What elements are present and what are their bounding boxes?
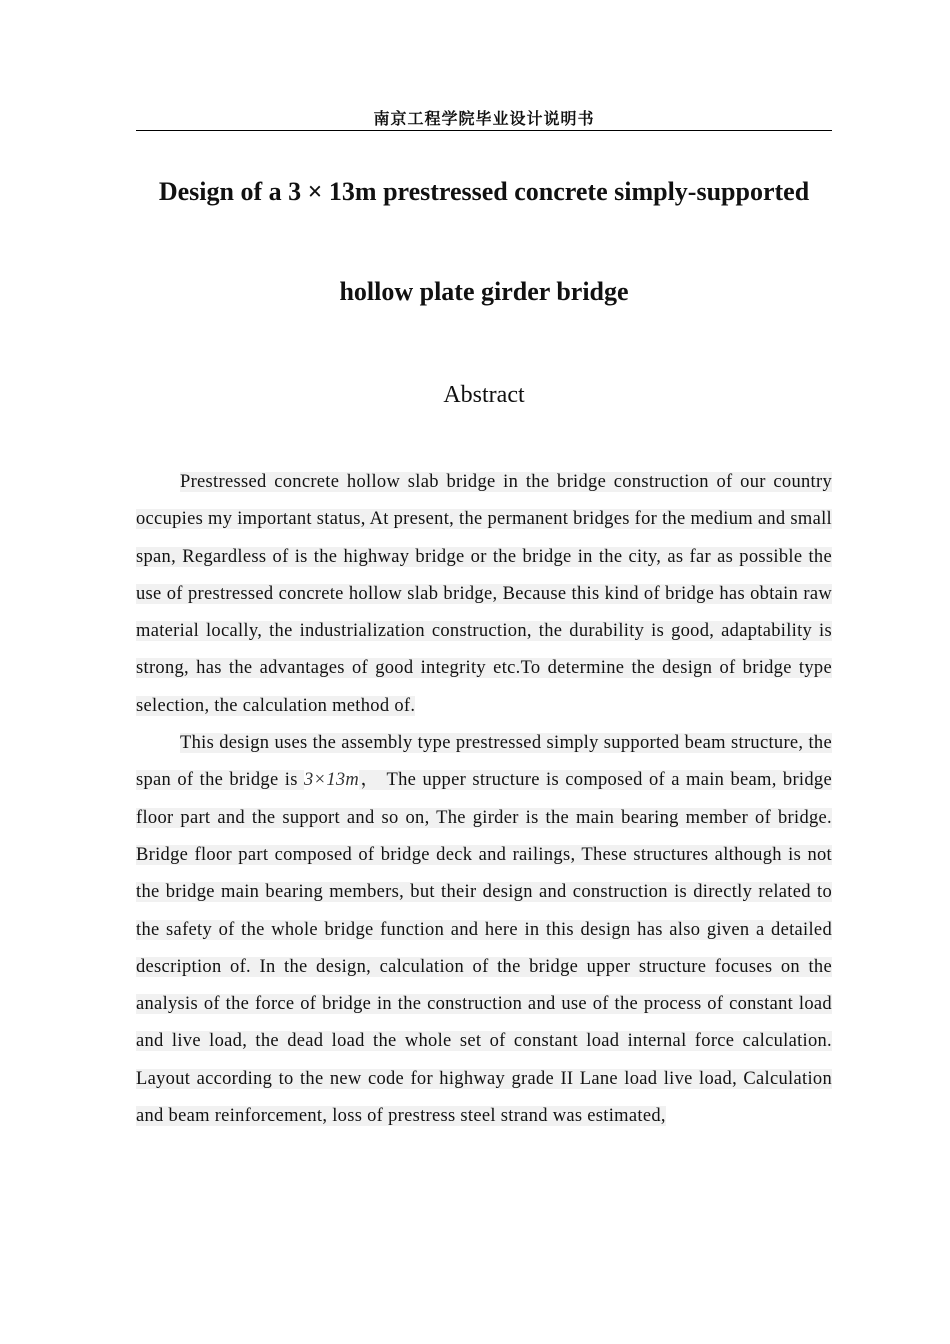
abstract-heading: Abstract <box>443 382 525 408</box>
abstract-paragraph-1-text: Prestressed concrete hollow slab bridge in the bridge construction of our country occupies my important status, At present, the permanent bridges for the medium and small span, Regardless of is the highway bridge or the bridge in the city, as far as possible the use of prestressed concrete hollow slab bridge, Because this kind of bridge has obtain raw material locally, the industrialization construction, the durability is good, adaptability is strong, has the advantages of good integrity etc.To determine the design of bridge type selection, the calculation method of. <box>136 472 832 716</box>
document-title-line-1: Design of a 3 × 13m prestressed concrete simply-supported <box>158 177 810 206</box>
abstract-paragraph-2-text-end: ， The upper structure is composed of a main beam, bridge floor part and the support and so on, The girder is the main bearing member of bridge. Bridge floor part composed of bridge deck and railings, These structures although is not the bridge main bearing members, but their design and construction is directly related to the safety of the whole bridge function and here in this design has also given a detailed description of. In the design, calculation of the bridge upper structure focuses on the analysis of the force of bridge in the construction and use of the process of constant load and live load, the dead load the whole set of constant load internal force calculation. Layout according to the new code for highway grade II Lane load live load, Calculation and beam reinforcement, loss of prestress steel strand was estimated, <box>136 770 832 1127</box>
span-formula: 3×13m <box>303 770 360 791</box>
running-header: 南京工程学院毕业设计说明书 <box>373 109 595 128</box>
abstract-body <box>136 464 832 1135</box>
abstract-paragraph-2-text-start: This design uses the assembly type prestressed simply supported beam structure, the span of the bridge is <box>136 733 832 791</box>
header-rule <box>136 130 832 131</box>
abstract-paragraph-2 <box>136 725 832 1135</box>
abstract-paragraph-1 <box>136 464 832 725</box>
document-title-line-2: hollow plate girder bridge <box>339 277 629 306</box>
